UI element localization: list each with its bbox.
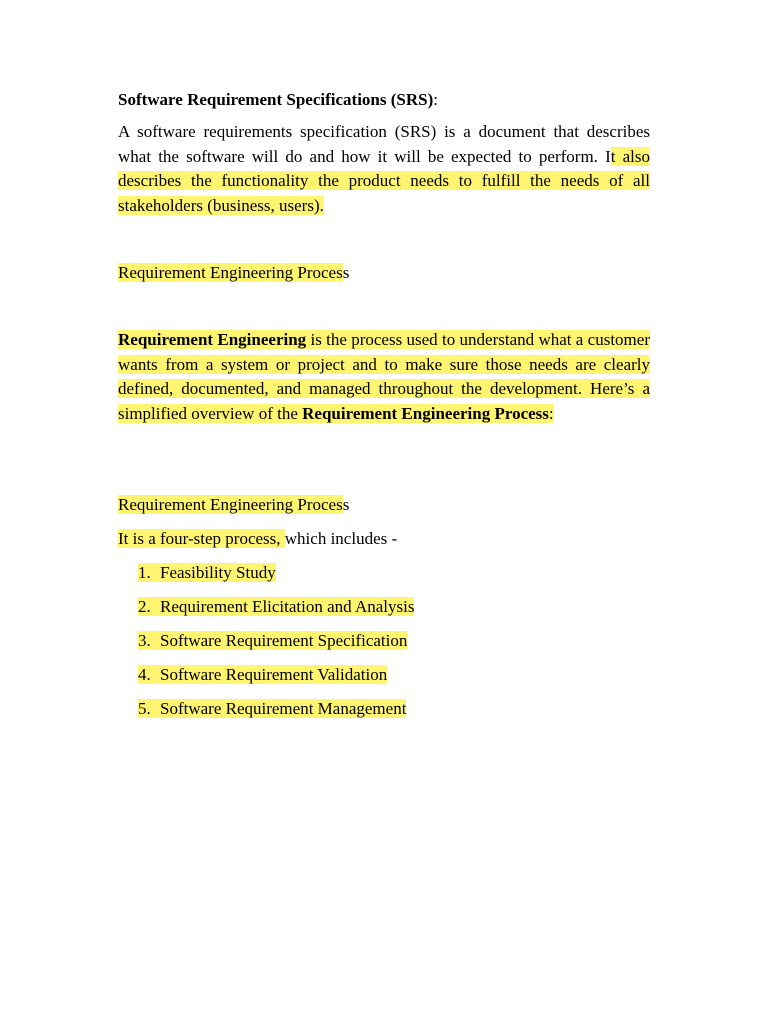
step-1 — [138, 563, 276, 582]
step-number: 2. — [138, 597, 151, 616]
step-3 — [138, 631, 407, 650]
engineering-process-heading-1 — [118, 261, 650, 286]
requirement-engineering-paragraph-body — [118, 330, 650, 423]
document-heading — [118, 88, 650, 113]
list-item — [138, 561, 414, 585]
srs-paragraph-plain: A software requirements specification (SRS) is a document that describes what the software will do and how it will be expected to perform. I — [118, 122, 650, 166]
four-step-intro — [118, 527, 650, 552]
step-number: 1. — [138, 563, 151, 582]
step-number: 3. — [138, 631, 151, 650]
engineering-process-heading-1-highlighted: Requirement Engineering Proces — [118, 263, 343, 282]
re-middle-text: is the process used to understand what a customer wants from a system or project and to make sure those needs are clearly defined, documented, and managed throughout the development. Here’s a simplified overview of the — [118, 330, 650, 423]
four-step-intro-rest: which includes - — [284, 529, 398, 548]
re-end-text: : — [548, 403, 554, 423]
step-label: Software Requirement Validation — [160, 665, 388, 684]
step-2 — [138, 597, 414, 616]
list-item — [138, 663, 414, 687]
srs-paragraph-highlighted: t also describes the functionality the product needs to fulfill the needs of all stakeholders (business, users). — [118, 146, 651, 215]
list-item — [138, 595, 414, 619]
step-label: Requirement Elicitation and Analysis — [160, 597, 415, 616]
re-bold-process: Requirement Engineering Process — [302, 403, 549, 423]
step-label: Feasibility Study — [160, 563, 276, 582]
heading-colon: : — [433, 90, 438, 109]
process-steps-list — [138, 561, 414, 731]
engineering-process-heading-1-rest: s — [342, 263, 350, 282]
list-item — [138, 697, 414, 721]
step-label: Software Requirement Specification — [160, 631, 408, 650]
heading-bold-text: Software Requirement Specifications (SRS) — [118, 90, 434, 109]
engineering-process-heading-2 — [118, 493, 650, 518]
step-label: Software Requirement Management — [160, 699, 407, 718]
step-number: 4. — [138, 665, 151, 684]
re-bold-term: Requirement Engineering — [118, 330, 307, 349]
step-5 — [138, 699, 406, 718]
four-step-intro-highlighted: It is a four-step process, — [118, 529, 285, 548]
requirement-engineering-paragraph — [118, 328, 650, 426]
step-number: 5. — [138, 699, 151, 718]
list-item — [138, 629, 414, 653]
srs-paragraph — [118, 120, 650, 218]
step-4 — [138, 665, 387, 684]
engineering-process-heading-2-highlighted: Requirement Engineering Proces — [118, 495, 343, 514]
engineering-process-heading-2-rest: s — [342, 495, 350, 514]
